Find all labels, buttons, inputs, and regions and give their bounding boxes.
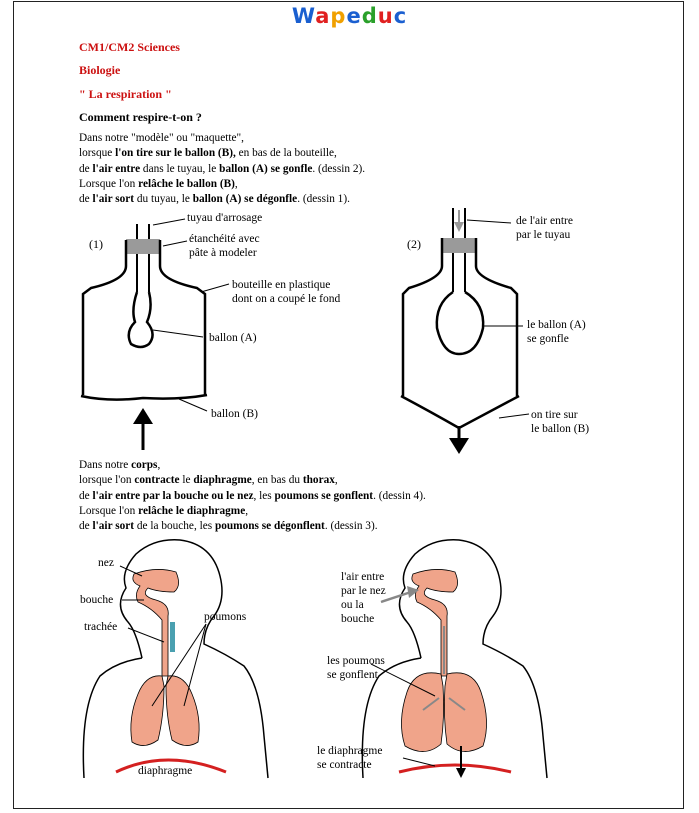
drawing-2-bottle-model: [395, 208, 610, 460]
label-inflate-1: le ballon (A): [527, 319, 586, 331]
balloon-a-deflated: [129, 292, 153, 347]
body-line-1: Dans notre corps,: [79, 459, 161, 471]
body-line-2: lorsque l'on contracte le diaphragme, en bas du thorax,: [79, 474, 338, 487]
logo-letter: e: [346, 4, 362, 28]
model-line-3: de l'air entre dans le tuyau, le ballon (A) se gonfle. (dessin 2).: [79, 162, 366, 175]
drawing-1-bottle-model: [79, 210, 379, 460]
model-line-2: lorsque l'on tire sur le ballon (B), en bas de la bouteille,: [79, 147, 337, 160]
lesson-question: Comment respire-t-on ?: [79, 110, 202, 124]
left-lung: [131, 676, 164, 746]
drawing-4-body: [315, 536, 555, 781]
label-air-in-1: de l'air entre: [516, 215, 573, 227]
label-air-1: l'air entre: [341, 571, 385, 583]
logo-letter: a: [315, 4, 331, 28]
balloon-a-inflated: [437, 292, 483, 354]
site-logo[interactable]: [0, 4, 699, 28]
label-lungs-inflated-2: se gonflent: [327, 669, 378, 681]
label-pull-2: le ballon (B): [531, 423, 590, 435]
label-air-in-2: par le tuyau: [516, 229, 571, 241]
label-nose: nez: [98, 557, 114, 569]
level-heading: CM1/CM2 Sciences: [79, 40, 180, 54]
body-line-5: de l'air sort de la bouche, les poumons se dégonflent. (dessin 3).: [79, 520, 378, 533]
balloon-b-pulled: [401, 396, 519, 428]
label-balloon-b: ballon (B): [211, 408, 258, 420]
logo-letter: u: [377, 4, 394, 28]
subject-heading: Biologie: [79, 63, 121, 77]
label-air-4: bouche: [341, 613, 375, 625]
model-line-1: Dans notre "modèle" ou "maquette",: [79, 132, 244, 144]
push-up-arrow-icon: [133, 408, 153, 424]
diaphragm-contracted: [399, 765, 511, 772]
label-air-3: ou la: [341, 599, 364, 611]
lesson-title: " La respiration ": [79, 87, 172, 101]
label-balloon-a: ballon (A): [209, 332, 257, 344]
left-lung-inflated: [401, 673, 443, 752]
label-inflate-2: se gonfle: [527, 333, 569, 345]
right-lung: [166, 676, 199, 746]
logo-letter: d: [361, 4, 378, 28]
label-lungs-inflated-1: les poumons: [327, 655, 385, 667]
label-diaphragm-contract-2: se contracte: [317, 759, 372, 771]
logo-letter: c: [393, 4, 408, 28]
logo-letter: p: [330, 4, 347, 28]
model-line-4: Lorsque l'on relâche le ballon (B),: [79, 177, 238, 190]
drawing-1-number: (1): [89, 237, 103, 251]
drawing-2-number: (2): [407, 237, 421, 251]
pull-down-arrow-icon: [449, 438, 469, 454]
right-lung-inflated: [444, 673, 486, 752]
diaphragm-down-arrow-icon: [456, 768, 466, 778]
label-pull-1: on tire sur: [531, 409, 578, 421]
label-mouth: bouche: [80, 594, 114, 606]
model-line-5: de l'air sort du tuyau, le ballon (A) se dégonfle. (dessin 1).: [79, 193, 350, 206]
label-seal-2: pâte à modeler: [189, 247, 257, 259]
model-paragraph: [79, 131, 365, 207]
trachea-highlight: [170, 622, 175, 652]
label-bottle-2: dont on a coupé le fond: [232, 293, 341, 305]
label-air-2: par le nez: [341, 585, 386, 597]
label-bottle-1: bouteille en plastique: [232, 279, 331, 291]
label-trachea: trachée: [84, 621, 118, 633]
balloon-b-flat: [81, 395, 207, 400]
drawing-3-body: [76, 536, 276, 781]
body-line-4: Lorsque l'on relâche le diaphragme,: [79, 504, 249, 517]
body-paragraph: [79, 458, 426, 534]
label-lungs: poumons: [204, 611, 247, 623]
label-diaphragm: diaphragme: [138, 765, 193, 777]
label-seal-1: étanchéité avec: [189, 233, 260, 245]
label-hose: tuyau d'arrosage: [187, 212, 263, 224]
body-line-3: de l'air entre par la bouche ou le nez, les poumons se gonflent. (dessin 4).: [79, 489, 426, 502]
logo-letter: W: [291, 4, 316, 28]
air-in-arrow-icon: [454, 222, 464, 232]
bottle-body: [83, 240, 205, 395]
label-diaphragm-contract-1: le diaphragme: [317, 745, 383, 757]
seal-paste: [126, 239, 160, 254]
